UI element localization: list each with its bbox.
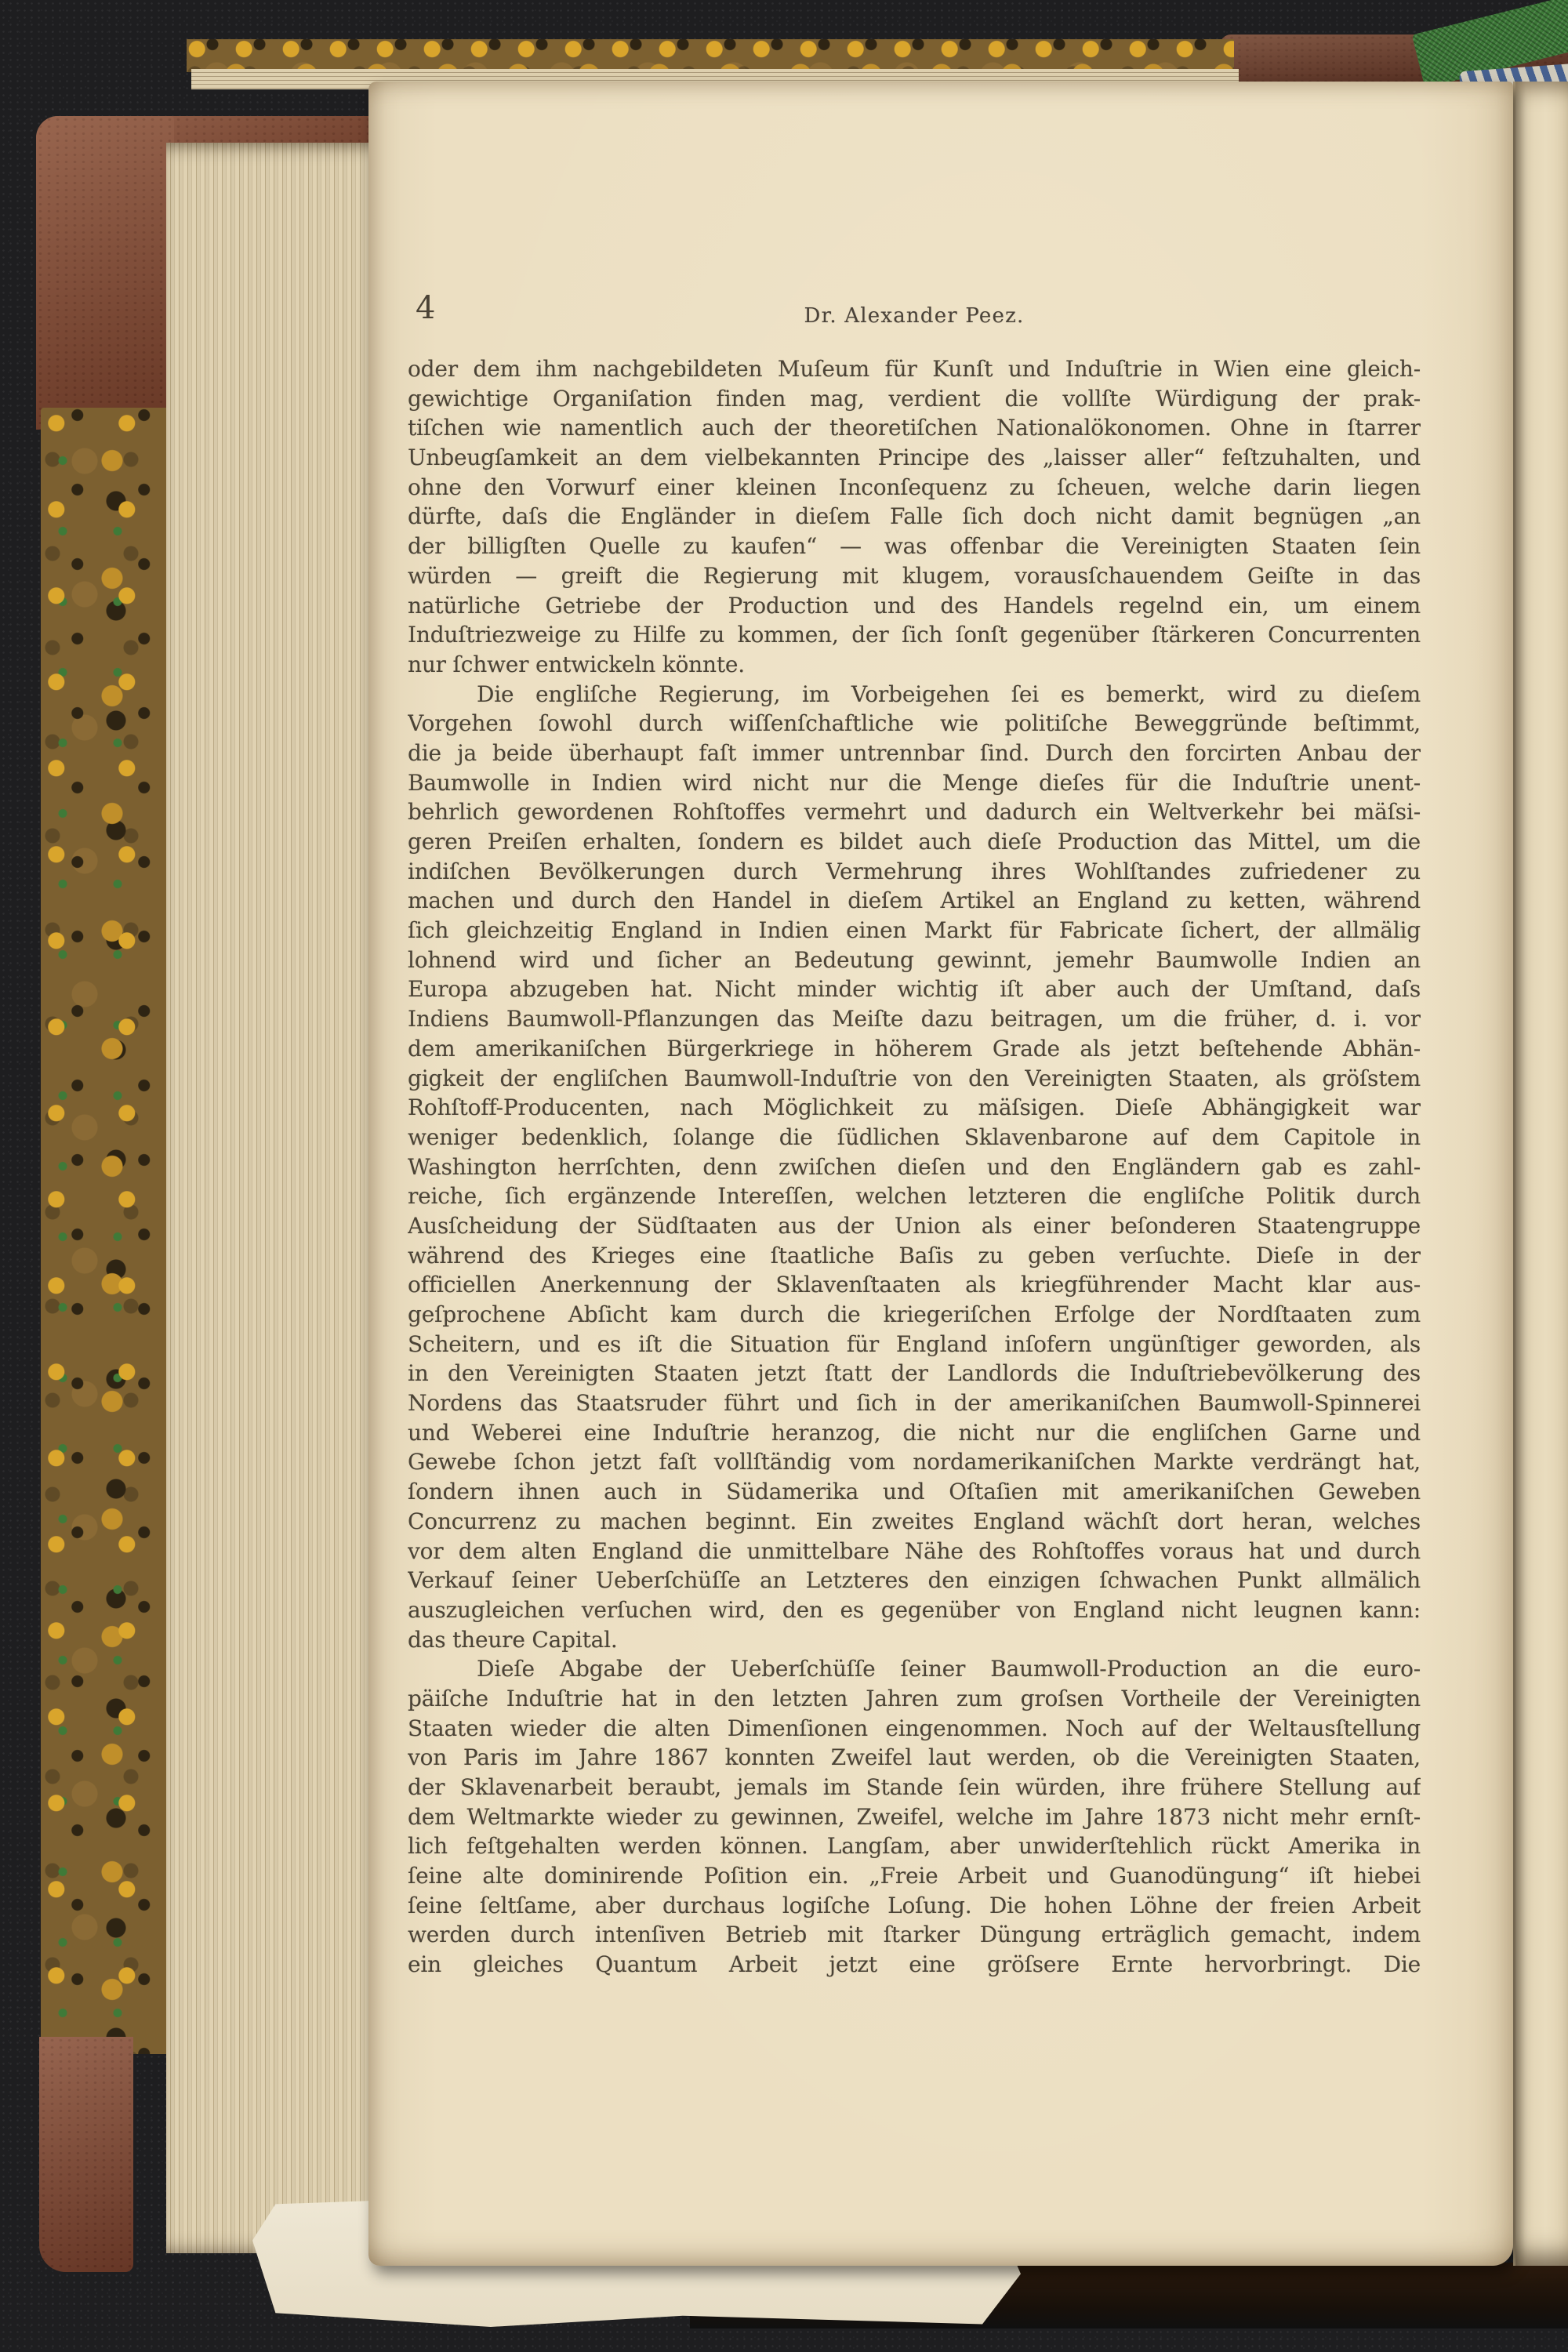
text-line: weniger bedenklich, ſolange die ſüdlichen Sklavenbarone auf dem Capitole in bbox=[408, 1123, 1421, 1150]
text-line: päiſche Induſtrie hat in den letzten Jahren zum groſsen Vortheile der Vereinigten bbox=[408, 1685, 1421, 1711]
text-line: dürfte, daſs die Engländer in dieſem Falle ſich doch nicht damit begnügen „an bbox=[408, 503, 1421, 530]
text-line: lohnend wird und ſicher an Bedeutung gewinnt, jemehr Baumwolle Indien an bbox=[408, 946, 1421, 973]
text-line: Vorgehen ſowohl durch wiſſenſchaftliche wie politiſche Beweggründe beſtimmt, bbox=[408, 710, 1421, 737]
text-line: Baumwolle in Indien wird nicht nur die Menge dieſes für die Induſtrie unent- bbox=[408, 769, 1421, 796]
text-line: ſondern ihnen auch in Südamerika und Oſtaſien mit amerikaniſchen Geweben bbox=[408, 1479, 1421, 1505]
text-line: lich feſtgehalten werden können. Langſam, aber unwiderſtehlich rückt Amerika in bbox=[408, 1833, 1421, 1860]
book-page bbox=[368, 82, 1513, 2266]
paragraph bbox=[408, 354, 1421, 680]
text-line: in den Vereinigten Staaten jetzt ſtatt der Landlords die Induſtriebevölkerung des bbox=[408, 1360, 1421, 1387]
text-line: Gewebe ſchon jetzt faſt vollſtändig vom nordamerikaniſchen Markte verdrängt hat, bbox=[408, 1449, 1421, 1475]
text-line: auszugleichen verſuchen wird, den es gegenüber von England nicht leugnen kann: bbox=[408, 1596, 1421, 1623]
text-line: der billigſten Quelle zu kaufen“ — was offenbar die Vereinigten Staaten ſein bbox=[408, 533, 1421, 560]
facing-page-gutter bbox=[1513, 82, 1568, 2266]
cover-leather-top-left-corner bbox=[36, 116, 174, 430]
text-line: geſprochene Abſicht kam durch die kriegeriſchen Erfolge der Nordſtaaten zum bbox=[408, 1301, 1421, 1327]
cover-marbled-edge-left bbox=[41, 408, 171, 2054]
text-line: Verkauf ſeiner Ueberſchüſſe an Letzteres den einzigen ſchwachen Punkt allmälich bbox=[408, 1567, 1421, 1594]
text-line: während des Krieges eine ſtaatliche Baſis zu geben verſuchte. Dieſe in der bbox=[408, 1242, 1421, 1269]
paragraph bbox=[408, 680, 1421, 1655]
text-line: reiche, ſich ergänzende Intereſſen, welchen letzteren die engliſche Politik durch bbox=[408, 1183, 1421, 1210]
text-line: werden durch intenſiven Betrieb mit ſtarker Düngung erträglich gemacht, indem bbox=[408, 1922, 1421, 1948]
text-line: ohne den Vorwurf einer kleinen Inconſequenz zu ſcheuen, welche darin liegen bbox=[408, 474, 1421, 500]
running-header: Dr. Alexander Peez. bbox=[804, 304, 1025, 328]
cover-marbled-edge-top bbox=[187, 39, 1234, 72]
text-line: Ausſcheidung der Südſtaaten aus der Union als einer beſonderen Staatengruppe bbox=[408, 1212, 1421, 1239]
text-line: gewichtige Organiſation finden mag, verdient die vollſte Würdigung der prak- bbox=[408, 385, 1421, 412]
text-line: Unbeugſamkeit an dem vielbekannten Principe des „laisser aller“ feſtzuhalten, und bbox=[408, 445, 1421, 471]
text-line: ſich gleichzeitig England in Indien einen Markt für Fabricate ſichert, der allmälig bbox=[408, 917, 1421, 944]
text-line: oder dem ihm nachgebildeten Muſeum für Kunſt und Induſtrie in Wien eine gleich- bbox=[408, 356, 1421, 382]
text-line: Induſtriezweige zu Hilfe zu kommen, der ſich ſonſt gegenüber ſtärkeren Concurrenten bbox=[408, 622, 1421, 648]
text-line: würden — greift die Regierung mit klugem, vorausſchauendem Geiſte in das bbox=[408, 562, 1421, 589]
text-line: Staaten wieder die alten Dimenſionen eingenommen. Noch auf der Weltausſtellung bbox=[408, 1715, 1421, 1741]
text-line: Washington herrſchten, denn zwiſchen dieſen und den Engländern gab es zahl- bbox=[408, 1153, 1421, 1180]
text-line: machen und durch den Handel in dieſem Artikel an England zu ketten, während bbox=[408, 887, 1421, 914]
text-line: geren Preiſen erhalten, ſondern es bildet auch dieſe Production das Mittel, um die bbox=[408, 829, 1421, 855]
text-line: officiellen Anerkennung der Sklavenſtaaten als kriegführender Macht klar aus- bbox=[408, 1272, 1421, 1298]
text-line: ein gleiches Quantum Arbeit jetzt eine gröſsere Ernte hervorbringt. Die bbox=[408, 1951, 1421, 1978]
page-number: 4 bbox=[416, 290, 437, 326]
text-line: behrlich gewordenen Rohſtoffes vermehrt und dadurch ein Weltverkehr bei mäſsi- bbox=[408, 799, 1421, 826]
page-stack-edges-left bbox=[166, 143, 372, 2253]
text-line: das theure Capital. bbox=[408, 1626, 618, 1653]
text-line: Indiens Baumwoll-Pflanzungen das Meiſte dazu beitragen, um die früher, d. i. vor bbox=[408, 1006, 1421, 1033]
text-line: dem Weltmarkte wieder zu gewinnen, Zweifel, welche im Jahre 1873 nicht mehr ernſt- bbox=[408, 1803, 1421, 1830]
text-line: Scheitern, und es iſt die Situation für England inſofern ungünſtiger geworden, als bbox=[408, 1330, 1421, 1357]
text-line: Die engliſche Regierung, im Vorbeigehen ſei es bemerkt, wird zu dieſem bbox=[477, 681, 1421, 707]
text-line: vor dem alten England die unmittelbare Nähe des Rohſtoffes voraus hat und durch bbox=[408, 1537, 1421, 1564]
text-line: Europa abzugeben hat. Nicht minder wichtig iſt aber auch der Umſtand, daſs bbox=[408, 976, 1421, 1003]
text-line: die ja beide überhaupt faſt immer untrennbar ſind. Durch den forcirten Anbau der bbox=[408, 739, 1421, 766]
cover-leather-bottom-left-corner bbox=[39, 2037, 133, 2272]
text-block bbox=[408, 354, 1421, 1980]
text-line: Concurrenz zu machen beginnt. Ein zweites England wächſt dort heran, welches bbox=[408, 1508, 1421, 1534]
text-line: Dieſe Abgabe der Ueberſchüſſe ſeiner Baumwoll-Production an die euro- bbox=[477, 1656, 1421, 1682]
text-line: gigkeit der engliſchen Baumwoll-Induſtrie von den Vereinigten Staaten, als gröſstem bbox=[408, 1065, 1421, 1091]
text-line: ſeine ſeltſame, aber durchaus logiſche Loſung. Die hohen Löhne der freien Arbeit bbox=[408, 1892, 1421, 1918]
text-line: ſeine alte dominirende Poſition ein. „Freie Arbeit und Guanodüngung“ iſt hiebei bbox=[408, 1863, 1421, 1889]
text-line: Nordens das Staatsruder führt und ſich in der amerikaniſchen Baumwoll-Spinnerei bbox=[408, 1390, 1421, 1417]
text-line: indiſchen Bevölkerungen durch Vermehrung ihres Wohlſtandes zufriedener zu bbox=[408, 858, 1421, 884]
text-line: von Paris im Jahre 1867 konnten Zweifel laut werden, ob die Vereinigten Staaten, bbox=[408, 1744, 1421, 1771]
paragraph bbox=[408, 1654, 1421, 1980]
text-line: der Sklavenarbeit beraubt, jemals im Stande ſein würden, ihre frühere Stellung auf bbox=[408, 1774, 1421, 1800]
text-line: natürliche Getriebe der Production und des Handels regelnd ein, um einem bbox=[408, 592, 1421, 619]
text-line: und Weberei eine Induſtrie heranzog, die nicht nur die engliſchen Garne und bbox=[408, 1419, 1421, 1446]
text-line: Rohſtoff-Producenten, nach Möglichkeit zu mäſsigen. Dieſe Abhängigkeit war bbox=[408, 1094, 1421, 1121]
text-line: nur ſchwer entwickeln könnte. bbox=[408, 651, 745, 677]
text-line: dem amerikaniſchen Bürgerkriege in höherem Grade als jetzt beſtehende Abhän- bbox=[408, 1035, 1421, 1062]
text-line: tiſchen wie namentlich auch der theoretiſchen Nationalökonomen. Ohne in ſtarrer bbox=[408, 415, 1421, 441]
